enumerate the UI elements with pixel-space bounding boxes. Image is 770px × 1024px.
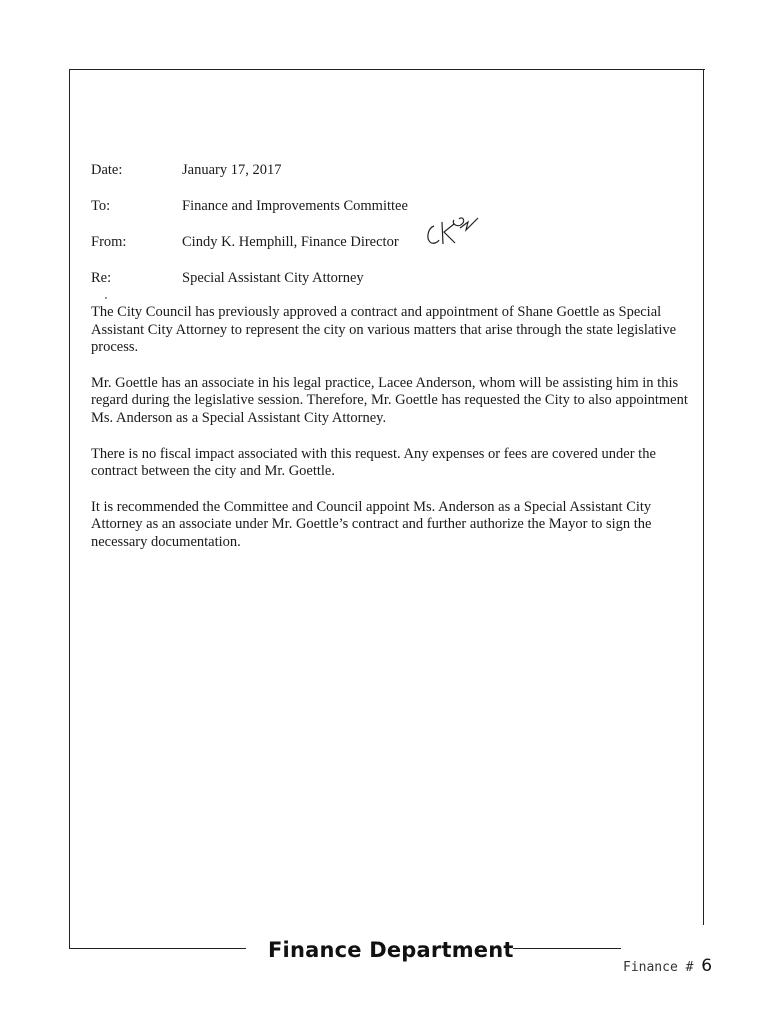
paragraph-3: There is no fiscal impact associated with this request. Any expenses or fees are covered under the contract between the city and Mr. Goettle. [91,445,656,480]
re-label: Re: [91,270,112,286]
paragraph-2: Mr. Goettle has an associate in his legal practice, Lacee Anderson, whom will be assisting him in this regard during the legislative session. Therefore, Mr. Goettle has requested the City to also appointment Ms. Anderson as a Special Assistant City Attorney. [91,374,688,426]
memo-from-row [91,234,651,270]
date-label: Date: [91,162,123,178]
frame-top-border [69,69,705,70]
memo-header [91,162,651,306]
re-value: Special Assistant City Attorney [182,270,364,286]
paragraph-1: The City Council has previously approved a contract and appointment of Shane Goettle as Special Assistant City Attorney to represent the city on various matters that arise through the state legislative process. [91,304,677,356]
frame-right-border [703,69,704,925]
frame-bottom-right-border [513,948,621,949]
to-value: Finance and Improvements Committee [182,198,408,214]
date-value: January 17, 2017 [182,162,282,178]
to-label: To: [91,198,111,214]
memo-date-row [91,162,651,198]
from-label: From: [91,234,127,250]
page-label: Finance # [623,960,694,975]
handwritten-initials-icon [424,214,480,248]
paragraph-4: It is recommended the Committee and Council appoint Ms. Anderson as a Special Assistant City Attorney as an associate under Mr. Goettle’s contract and further authorize the Mayor to sign the necessary documentation. [91,498,652,550]
memo-body [91,304,691,570]
memo-re-row [91,270,651,306]
page-number: 6 [701,956,713,976]
frame-left-border [69,69,70,949]
memo-to-row [91,198,651,234]
footer-department: Finance Department [268,938,514,962]
footer-page-number [623,956,712,976]
from-value: Cindy K. Hemphill, Finance Director [182,234,399,250]
scan-speck [105,297,107,299]
frame-bottom-left-border [69,948,246,949]
